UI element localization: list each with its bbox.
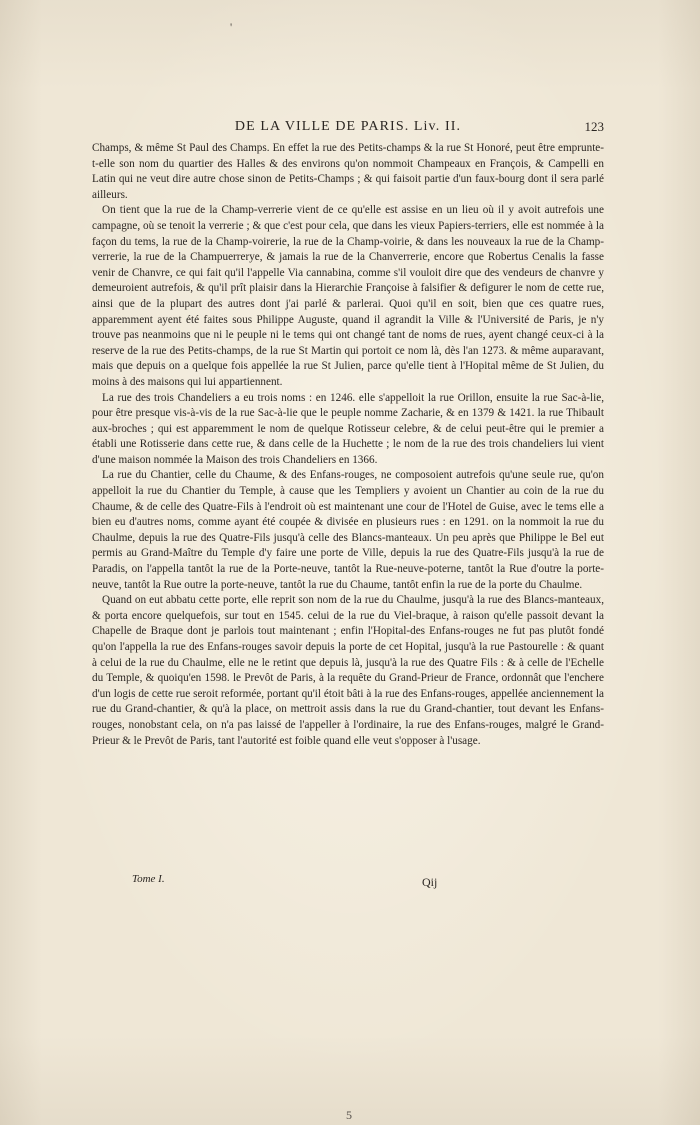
running-title: DE LA VILLE DE PARIS. Liv. II. xyxy=(234,119,462,134)
paragraph-2: On tient que la rue de la Champ-verrerie vient de ce qu'elle est assise en un lieu où il y avoit autrefois une campagne, où se tenoit la verrerie ; & que c'est pour cela, que dans les vieux Papiers-terriers, elle est nommée à la façon du tems, la rue de la Champ-voirerie, la rue de la Champ-voirie, & dans les nouveaux la rue de la Champ-verrerie, la rue de la Champuerrerye, & jamais la rue de la Chanverrerie, encore que Robertus Cenalis la fasse venir de Chanvre, ce qui fait qu'il l'appelle Via cannabina, comme s'il vouloit dire que des vendeurs de chanvre y demeuroient autrefois, & qu'il prît plaisir dans la Hierarchie Françoise à falsifier & defigurer le nom de cette rue, ainsi que de la plupart des autres dont j'ai parlé & parlerai. Quoi qu'il en soit, bien que ces quatre rues, apparemment ayent été faites sous Philippe Auguste, quand il agrandit la Ville & l'Université de Paris, je n'y trouve pas neanmoins que ni le peuple ni le tems qui ont changé tant de noms de rues, ayent changé ceux-ci à la reserve de la rue des Petits-champs, de la rue St Martin qui portoit ce nom là, dès l'an 1273. & même auparavant, mais que depuis on a quelque fois appellée la rue St Julien, parce qu'elle tient à l'Hopital même de St Julien, du moins à des maisons qui lui appartiennent. xyxy=(92,204,604,388)
paragraph-4: La rue du Chantier, celle du Chaume, & des Enfans-rouges, ne composoient autrefois qu'une seule rue, qu'on appelloit la rue du Chantier du Temple, à cause que les Templiers y avoient un Chantier au coin de la rue du Chaume, & de celle des Quatre-Fils à l'endroit où est maintenant une cour de l'Hotel de Guise, avec le tems elle a bien eu d'autres noms, comme ayant été coupée & divisée en plusieurs rues : en 1291. on la nommoit la rue du Chaulme, depuis la rue des Quatre-Fils jusqu'à celle des Blancs-manteaux. Un peu après que Philippe le Bel eut permis au Grand-Maître du Temple d'y faire une porte de Ville, depuis la rue des Quatre-Fils jusqu'à la rue de Paradis, on l'appella tantôt la rue de la Porte-neuve, tantôt la Rue-neuve-poterne, tantôt la Rue d'outre la porte-neuve, tantôt la Rue outre la porte-neuve, tantôt la rue du Chaume, tantôt enfin la rue de la porte du Chaulme. xyxy=(92,469,604,591)
body-text xyxy=(92,141,604,749)
paragraph-1: Champs, & même St Paul des Champs. En effet la rue des Petits-champs & la rue St Honoré, peut être emprunte-t-elle son nom du quartier des Halles & des environs qu'on nommoit Champeaux en François, & Campelli en Latin qui ne veut dire autre chose sinon de Petits-Champs ; & qui faisoit partie d'un faux-bourg dont il sera parlé ailleurs. xyxy=(92,142,604,201)
top-mark: ' xyxy=(230,20,233,34)
page-number: 123 xyxy=(584,119,604,134)
paragraph-3: La rue des trois Chandeliers a eu trois noms : en 1246. elle s'appelloit la rue Orillon, ensuite la rue Sac-à-lie, pour être presque vis-à-vis de la rue Sac-à-lie que le peuple nomme Zacharie, & en 1379 & 1421. la rue Thibault aux-broches ; qui est apparemment le nom de quelque Rotisseur celebre, & de celui peut-être qui le premier a établi une Rotisserie dans cette rue, & dans celle de la Huchette ; le nom de la rue des trois chandeliers lui vient d'une maison nommée la Maison des trois Chandeliers en 1366. xyxy=(92,391,604,466)
running-head xyxy=(92,119,604,137)
page-footer xyxy=(92,873,604,891)
signature-mark: Qij xyxy=(422,875,438,889)
bottom-mark: 5 xyxy=(346,1108,352,1122)
volume-label: Tome I. xyxy=(132,873,165,885)
paragraph-5: Quand on eut abbatu cette porte, elle reprit son nom de la rue du Chaulme, jusqu'à la rue des Blancs-manteaux, & porta encore quelquefois, sur tout en 1545. celui de la rue du Viel-braque, à raison qu'elle passoit devant la Chapelle de Braque dont je parlois tout maintenant ; enfin l'Hopital-des Enfans-rouges ne fut pas plutôt fondé qu'on l'appella la rue des Enfans-rouges savoir depuis la porte de cet Hopital, jusqu'à la rue Pastourelle : & quant à celui de la rue du Chaulme, elle ne le retint que depuis là, jusqu'à la rue des Quatre Fils : & à celle de l'Echelle du Temple, & quoiqu'en 1598. le Prevôt de Paris, à la requête du Grand-Prieur de France, ordonnât que l'enchere d'un logis de cette rue seroit reformée, portant qu'il étoit bâti à la rue des Enfans-rouges, appellée anciennement la rue du Grand-chantier, & qu'à la place, on mettroit assis dans la rue du Grand-chantier, tout devant les Enfans-rouges, nonobstant cela, on n'a pas laissé de l'appeller à l'ordinaire, la rue des Enfans-rouges, malgré le Grand-Prieur & le Prevôt de Paris, tant l'autorité est foible quand elle veut s'opposer à l'usage. xyxy=(92,594,604,747)
